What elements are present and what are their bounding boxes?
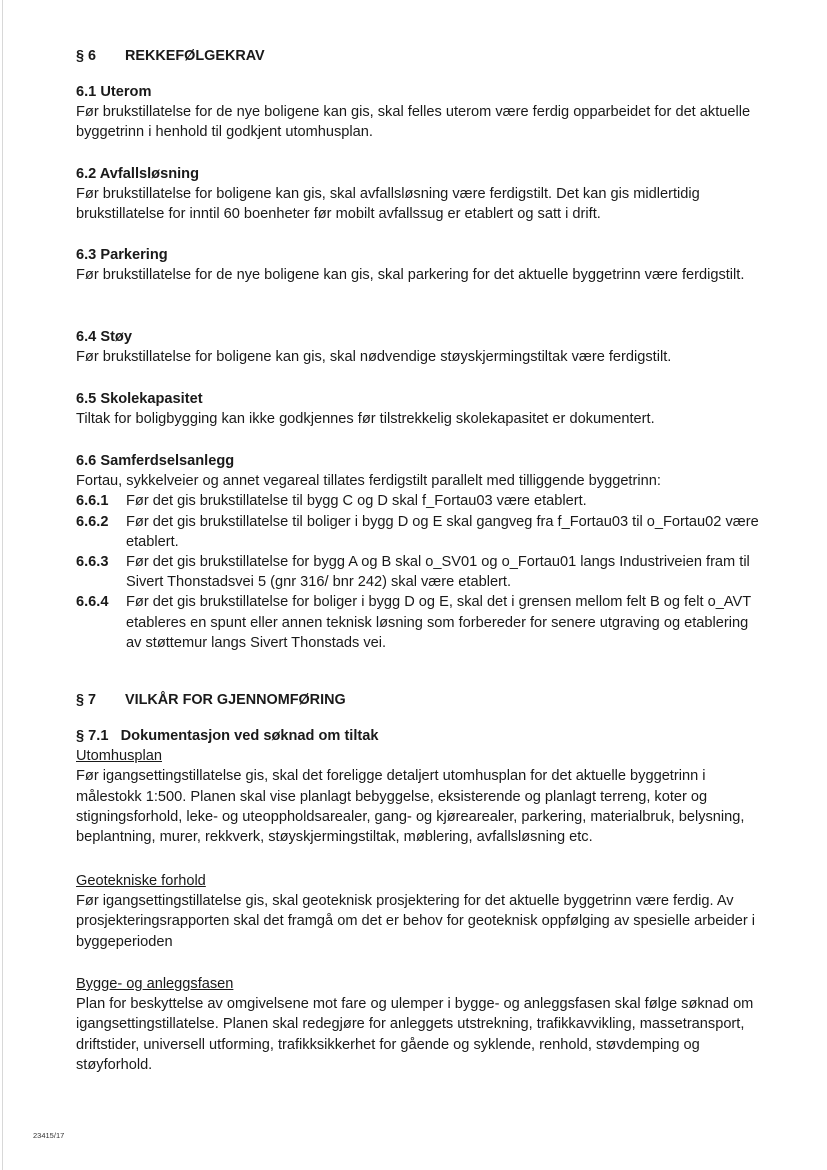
section-7-1 [76, 726, 766, 847]
subitem-6-6-2 [76, 512, 766, 552]
section-6-2-text: Før brukstillatelse for boligene kan gis, skal avfallsløsning være ferdigstilt. Det kan gis midlertidig brukstillatelse for inntil 60 boenheter før mobilt avfallssug er etablert og satt i drift. [76, 186, 700, 223]
block-geotekniske-text: Før igangsettingstillatelse gis, skal geoteknisk prosjektering for det aktuelle byggetrinn være ferdig. Av prosjekteringsrapporten skal det framgå om det er behov for geoteknisk oppfølging av spesielle arbeider i byggeperioden [76, 893, 755, 950]
subitem-number: 6.6.4 [76, 594, 109, 611]
document-stamp: 23415/17 [33, 1131, 65, 1140]
section-6-1-title: 6.1 Uterom [76, 84, 152, 100]
page-edge-line [2, 0, 3, 1170]
subitem-6-6-3 [76, 552, 766, 592]
section-6-4 [76, 327, 766, 367]
section-6-4-text: Før brukstillatelse for boligene kan gis, skal nødvendige støyskjermingstiltak være ferdigstilt. [76, 349, 672, 366]
subitem-6-6-4 [76, 592, 766, 653]
block-geotekniske [76, 871, 766, 952]
section-6-6 [76, 451, 766, 653]
subitem-number: 6.6.3 [76, 554, 109, 571]
subitem-number: 6.6.1 [76, 493, 109, 510]
section-6-4-title: 6.4 Støy [76, 329, 132, 345]
section-7-number: § 7 [76, 692, 97, 708]
section-6-2 [76, 164, 766, 225]
block-bygge-anlegg [76, 974, 766, 1075]
subitem-text: Før det gis brukstillatelse for boliger i bygg D og E, skal det i grensen mellom felt B og felt o_AVT etableres en spunt eller annen teknisk løsning som forbereder for senere utgraving og etablering av støttemur langs Sivert Thonstads vei. [126, 594, 751, 651]
subitem-number: 6.6.2 [76, 513, 109, 530]
subitem-text: Før det gis brukstillatelse for bygg A og B skal o_SV01 og o_Fortau01 langs Industriveien fram til Sivert Thonstadsvei 5 (gnr 316/ bnr 242) skal være etablert. [126, 554, 750, 591]
section-6-5-title: 6.5 Skolekapasitet [76, 391, 203, 407]
section-6-number: § 6 [76, 48, 97, 64]
section-6-heading [76, 46, 265, 66]
block-geotekniske-title: Geotekniske forhold [76, 873, 206, 889]
section-6-1 [76, 82, 766, 143]
section-6-2-title: 6.2 Avfallsløsning [76, 166, 199, 182]
subitem-6-6-1 [76, 491, 766, 511]
section-6-5-text: Tiltak for boligbygging kan ikke godkjennes før tilstrekkelig skolekapasitet er dokumentert. [76, 411, 655, 428]
block-bygge-anlegg-title: Bygge- og anleggsfasen [76, 976, 234, 992]
section-6-6-title: 6.6 Samferdselsanlegg [76, 453, 235, 469]
section-7-1-title: § 7.1 Dokumentasjon ved søknad om tiltak [76, 728, 379, 744]
subitem-text: Før det gis brukstillatelse til boliger i bygg D og E skal gangveg fra f_Fortau03 til o_Fortau02 være etablert. [126, 513, 759, 550]
block-bygge-anlegg-text: Plan for beskyttelse av omgivelsene mot fare og ulemper i bygge- og anleggsfasen skal følge søknad om igangsettingstillatelse. Planen skal redegjøre for anleggets utstrekning, trafikkavvikling, massetransport, driftstider, universell utforming, trafikksikkerhet for gående og syklende, renhold, støvdemping og støyforhold. [76, 996, 754, 1073]
section-6-title: REKKEFØLGEKRAV [125, 48, 265, 64]
section-6-6-intro: Fortau, sykkelveier og annet vegareal tillates ferdigstilt parallelt med tilliggende byggetrinn: [76, 473, 661, 490]
section-7-title: VILKÅR FOR GJENNOMFØRING [125, 692, 346, 708]
section-6-3-title: 6.3 Parkering [76, 247, 168, 263]
subitem-text: Før det gis brukstillatelse til bygg C og D skal f_Fortau03 være etablert. [126, 493, 587, 510]
section-6-3 [76, 245, 766, 285]
section-6-5 [76, 389, 766, 429]
block-utomhusplan-title: Utomhusplan [76, 748, 162, 765]
section-6-3-text: Før brukstillatelse for de nye boligene kan gis, skal parkering for det aktuelle byggetrinn være ferdigstilt. [76, 267, 745, 284]
section-6-1-text: Før brukstillatelse for de nye boligene kan gis, skal felles uterom være ferdig opparbeidet for det aktuelle byggetrinn i henhold til godkjent utomhusplan. [76, 104, 751, 141]
block-utomhusplan-text: Før igangsettingstillatelse gis, skal det foreligge detaljert utomhusplan for det aktuelle byggetrinn i målestokk 1:500. Planen skal vise planlagt bebyggelse, eksisterende og planlagt terreng, koter og stigningsforhold, leke- og uteoppholdsarealer, gang- og kjørearealer, parkering, materialbruk, belysning, beplantning, murer, rekkverk, støyskjermingstiltak, møblering, avfallsløsning etc. [76, 768, 745, 846]
section-7-heading [76, 690, 346, 710]
